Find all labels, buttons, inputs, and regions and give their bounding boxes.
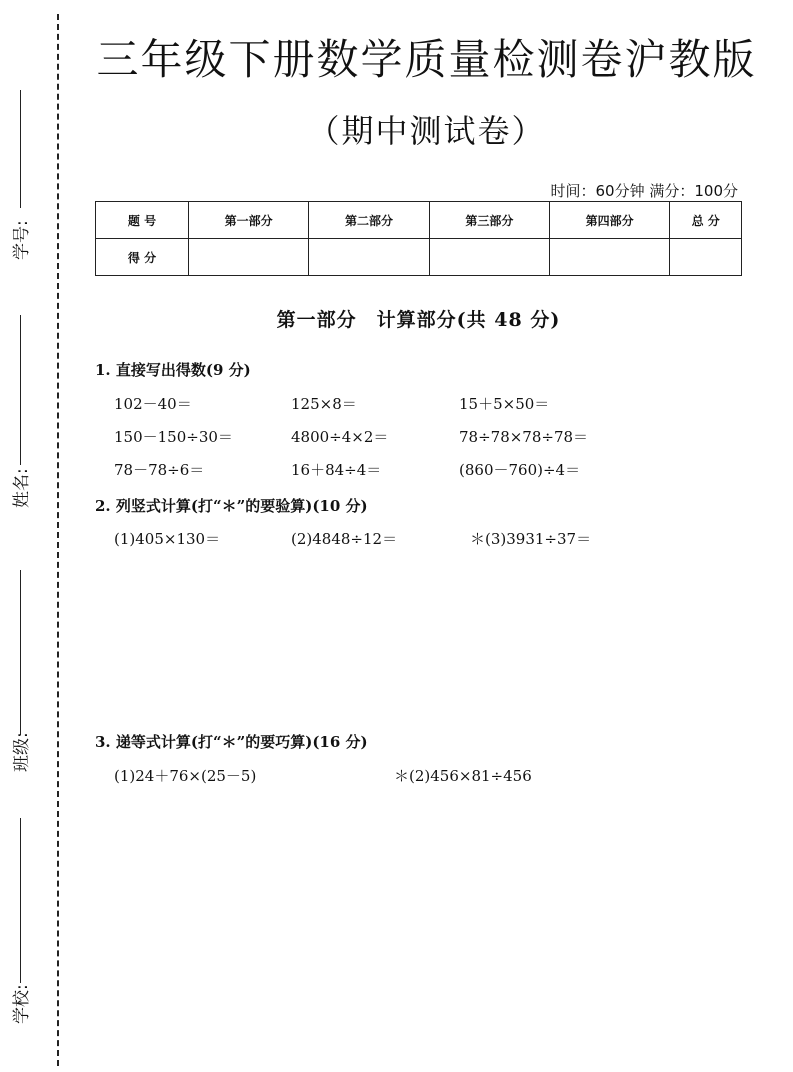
score-cell[interactable]: [429, 239, 549, 276]
question-3-heading: 3. 递等式计算(打“＊”的要巧算)(16 分): [95, 733, 368, 751]
question-2-heading: 2. 列竖式计算(打“＊”的要验算)(10 分): [95, 497, 368, 515]
expression-item: ＊(2)456×81÷456: [394, 767, 532, 785]
section-title: 第一部分 计算部分(共 48 分): [276, 309, 561, 331]
expression-item: 78÷78×78÷78＝: [459, 428, 589, 446]
header-cell: 第二部分: [309, 202, 429, 239]
school-line[interactable]: [20, 818, 21, 983]
binding-dashed-line: [57, 14, 59, 1066]
expression-item: 150－150÷30＝: [114, 428, 233, 446]
header-cell: 第一部分: [189, 202, 309, 239]
expression-item: 4800÷4×2＝: [291, 428, 389, 446]
expression-item: 78－78÷6＝: [114, 461, 205, 479]
score-cell[interactable]: [309, 239, 429, 276]
expression-item: 102－40＝: [114, 395, 192, 413]
name-line[interactable]: [20, 315, 21, 465]
header-cell: 题 号: [96, 202, 189, 239]
score-table: [95, 201, 742, 276]
question-1-heading: 1. 直接写出得数(9 分): [95, 361, 251, 379]
header-cell: 第三部分: [429, 202, 549, 239]
expression-item: 15＋5×50＝: [459, 395, 550, 413]
page-title: 三年级下册数学质量检测卷沪教版: [96, 35, 757, 84]
expression-item: 125×8＝: [291, 395, 357, 413]
student-no-label: 学号:: [12, 220, 32, 260]
class-line[interactable]: [20, 570, 21, 735]
expression-item: (1)24＋76×(25－5): [114, 767, 257, 785]
page-subtitle: （期中测试卷）: [307, 112, 546, 150]
expression-item: (1)405×130＝: [114, 530, 221, 548]
expression-item: (860－760)÷4＝: [459, 461, 581, 479]
score-cell[interactable]: [670, 239, 742, 276]
expression-item: ＊(3)3931÷37＝: [470, 530, 592, 548]
class-label: 班级:: [12, 732, 32, 772]
time-score-info: 时间：60分钟 满分：100分: [550, 182, 738, 200]
score-table-header-row: [96, 202, 742, 239]
student-no-line[interactable]: [20, 90, 21, 208]
expression-item: 16＋84÷4＝: [291, 461, 382, 479]
header-cell: 第四部分: [549, 202, 669, 239]
header-cell: 总 分: [670, 202, 742, 239]
score-cell[interactable]: [189, 239, 309, 276]
score-cell[interactable]: [549, 239, 669, 276]
score-table-score-row: [96, 239, 742, 276]
school-label: 学校:: [12, 984, 32, 1024]
expression-item: (2)4848÷12＝: [291, 530, 398, 548]
row-label-cell: 得 分: [96, 239, 189, 276]
name-label: 姓名:: [12, 468, 32, 508]
